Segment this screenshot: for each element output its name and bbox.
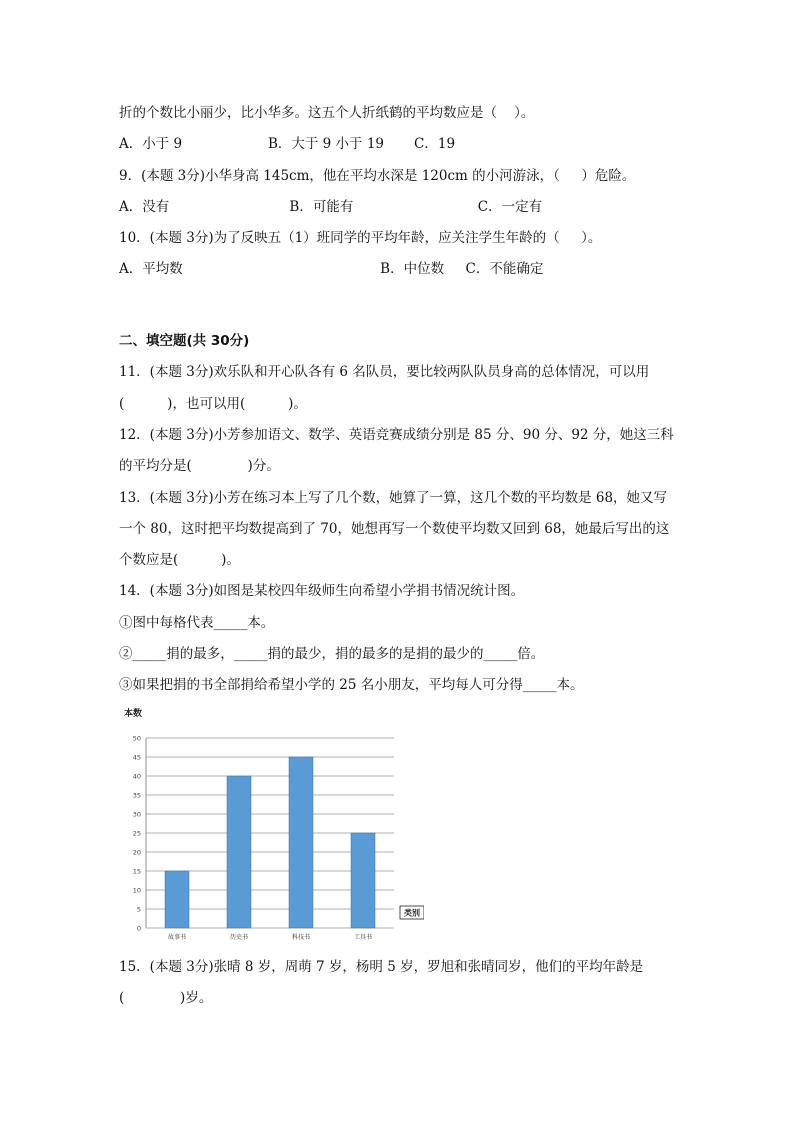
y-tick-label: 10 — [132, 886, 141, 895]
y-tick-label: 35 — [132, 791, 141, 800]
q8-options: A．小于 9 B．大于 9 小于 19 C．19 — [119, 136, 456, 152]
y-tick-label: 25 — [132, 829, 141, 838]
x-tick-label: 科技书 — [291, 934, 311, 941]
bar-3 — [289, 757, 313, 928]
y-axis-label: 本数 — [124, 709, 143, 719]
y-tick-label: 50 — [132, 734, 141, 743]
q13-blank: 个数应是( )。 — [119, 552, 240, 568]
q13-text: 13．(本题 3分)小芳在练习本上写了几个数，她算了一算，这几个数的平均数是 68，她又写 — [119, 490, 668, 506]
q14-part2: ②_____捐的最多，_____捐的最少，捐的最多的是捐的最少的_____倍。 — [119, 646, 545, 662]
q14-part1: ①图中每格代表_____本。 — [119, 615, 275, 631]
y-tick-label: 40 — [132, 772, 141, 781]
q12-blank: 的平均分是( )分。 — [119, 458, 280, 474]
q14-text: 14．(本题 3分)如图是某校四年级师生向希望小学捐书情况统计图。 — [119, 583, 525, 599]
bar-4 — [351, 833, 375, 928]
section-heading: 二、填空题(共 30分) — [119, 333, 250, 349]
chart-bars — [165, 757, 375, 928]
q11-text: 11．(本题 3分)欢乐队和开心队各有 6 名队员，要比较两队队员身高的总体情况，可以用 — [119, 364, 650, 380]
y-tick-label: 30 — [132, 810, 141, 819]
y-tick-label: 20 — [132, 848, 141, 857]
q9-options: A．没有 B．可能有 C．一定有 — [119, 199, 543, 215]
q10-options: A．平均数 B．中位数 C．不能确定 — [119, 261, 544, 277]
book-donation-bar-chart — [114, 700, 424, 945]
bar-1 — [165, 871, 189, 928]
q11-blanks: ( )，也可以用( )。 — [119, 396, 307, 412]
bar-2 — [227, 776, 251, 928]
q15-blank: ( )岁。 — [119, 990, 213, 1006]
y-tick-label: 15 — [132, 867, 141, 876]
x-tick-label: 工具书 — [353, 934, 373, 941]
x-tick-label: 故事书 — [167, 934, 187, 941]
q9-text: 9．(本题 3分)小华身高 145cm，他在平均水深是 120cm 的小河游泳，（ ）危险。 — [119, 168, 636, 184]
y-tick-label: 0 — [136, 924, 141, 933]
x-tick-label: 历史书 — [229, 934, 249, 941]
q10-text: 10．(本题 3分)为了反映五（1）班同学的平均年龄，应关注学生年龄的（ ）。 — [119, 230, 602, 246]
chart-svg — [114, 700, 424, 945]
q12-text: 12．(本题 3分)小芳参加语文、数学、英语竞赛成绩分别是 85 分、90 分、92 分，她这三科 — [119, 427, 674, 443]
q15-text: 15．(本题 3分)张晴 8 岁，周萌 7 岁，杨明 5 岁，罗旭和张晴同岁，他们的平均年龄是 — [119, 959, 644, 975]
q8-text-continued: 折的个数比小丽少，比小华多。这五个人折纸鹤的平均数应是（ ）。 — [119, 105, 535, 121]
y-tick-label: 5 — [136, 905, 141, 914]
y-tick-label: 45 — [132, 753, 141, 762]
q13-text-line2: 一个 80，这时把平均数提高到了 70，她想再写一个数使平均数又回到 68，她最后写出的这 — [119, 521, 670, 537]
q14-part3: ③如果把捐的书全部捐给希望小学的 25 名小朋友，平均每人可分得_____本。 — [119, 677, 584, 693]
x-axis-label: 类别 — [404, 908, 420, 918]
